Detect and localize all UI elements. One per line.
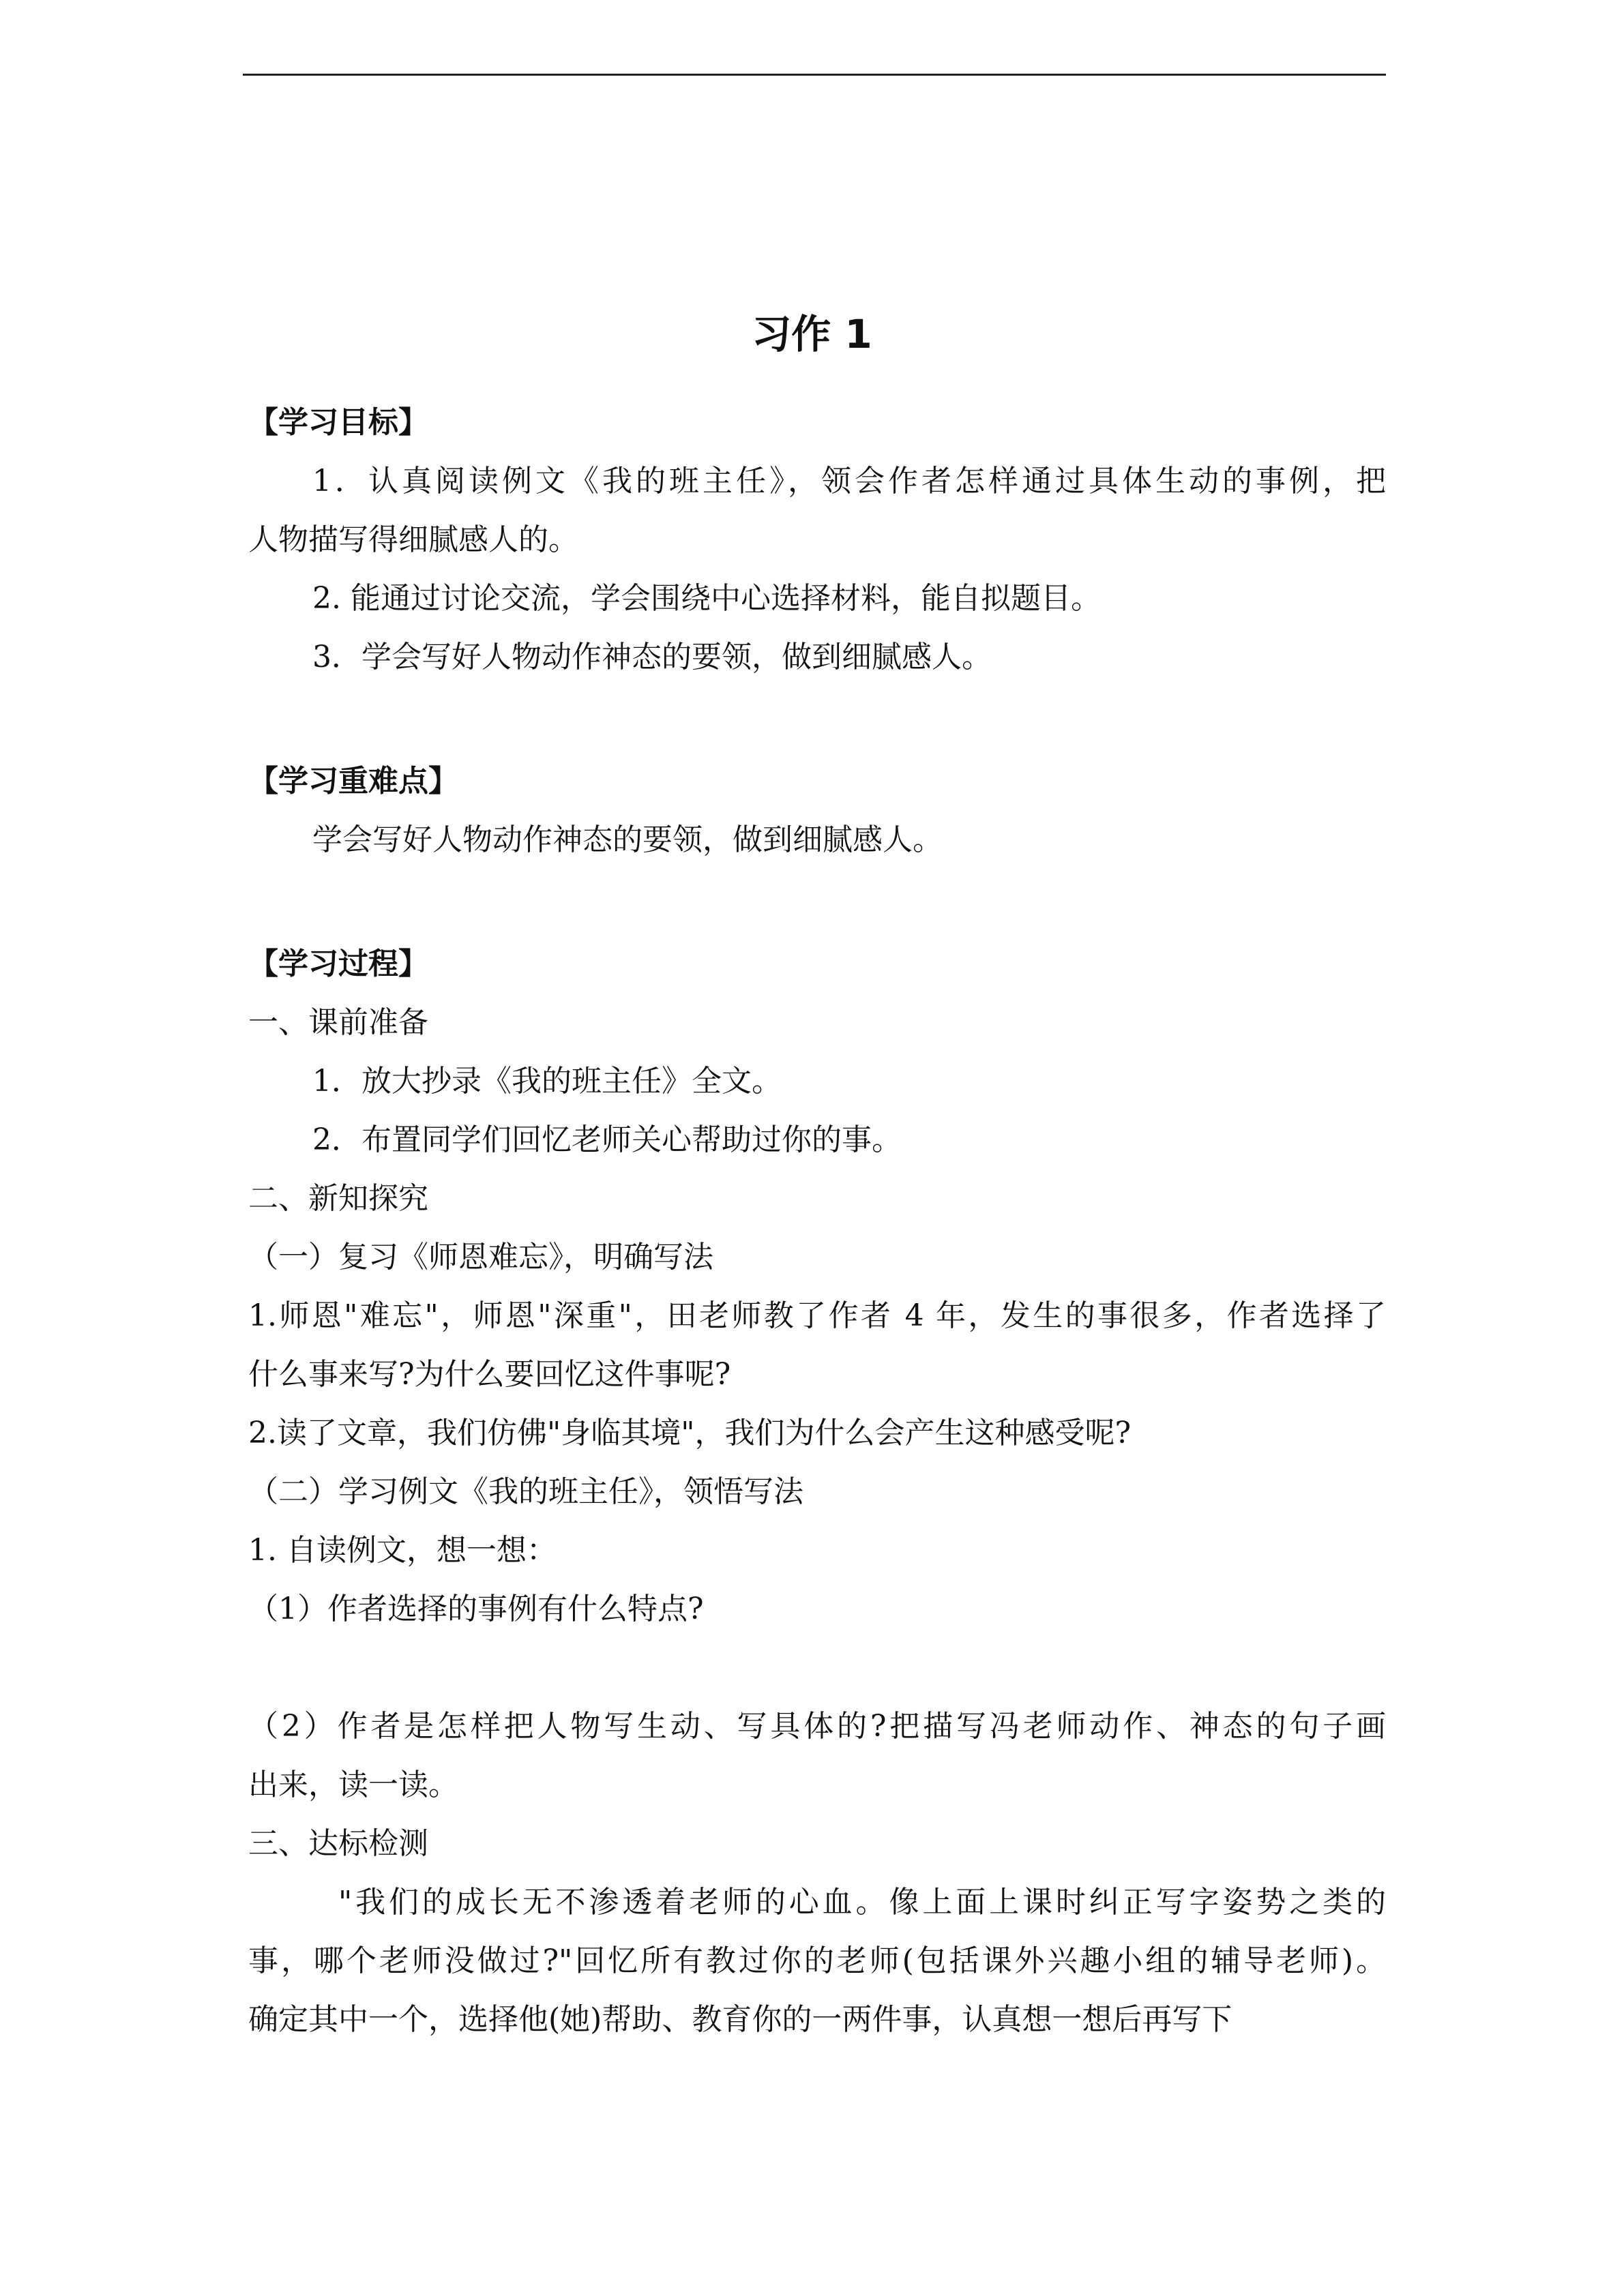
reading-question-1: （1）作者选择的事例有什么特点? [248, 1592, 704, 1626]
key-points-heading: 【学习重难点】 [248, 764, 458, 799]
key-points-text: 学会写好人物动作神态的要领，做到细腻感人。 [312, 822, 943, 857]
part-2-title: 二、新知探究 [248, 1181, 428, 1216]
reading-task: 1. 自读例文，想一想： [248, 1533, 557, 1568]
reading-question-2-line-2: 出来，读一读。 [248, 1768, 458, 1802]
question-2: 2.读了文章，我们仿佛"身临其境"，我们为什么会产生这种感受呢? [248, 1416, 1132, 1450]
part-1-item-2: 2．布置同学们回忆老师关心帮助过你的事。 [312, 1122, 902, 1157]
question-1-line-2: 什么事来写?为什么要回忆这件事呢? [248, 1357, 731, 1392]
goal-2: 2. 能通过讨论交流，学会围绕中心选择材料，能自拟题目。 [312, 581, 1101, 616]
header-rule [243, 74, 1386, 76]
subsection-1-title: （一）复习《师恩难忘》，明确写法 [248, 1240, 713, 1274]
reading-question-2-line-1: （2）作者是怎样把人物写生动、写具体的?把描写冯老师动作、神态的句子画 [248, 1709, 1386, 1744]
goal-1-line-2: 人物描写得细腻感人的。 [248, 522, 578, 557]
assessment-line-1: "我们的成长无不渗透着老师的心血。像上面上课时纠正写字姿势之类的 [338, 1885, 1386, 1920]
part-1-title: 一、课前准备 [248, 1005, 428, 1040]
assessment-line-2: 事，哪个老师没做过?"回忆所有教过你的老师(包括课外兴趣小组的辅导老师)。 [248, 1943, 1386, 1978]
goal-1-line-1: 1．认真阅读例文《我的班主任》，领会作者怎样通过具体生动的事例，把 [312, 464, 1386, 498]
part-3-title: 三、达标检测 [248, 1826, 428, 1861]
goal-3: 3．学会写好人物动作神态的要领，做到细腻感人。 [312, 640, 992, 674]
process-heading: 【学习过程】 [248, 946, 428, 981]
assessment-line-3: 确定其中一个，选择他(她)帮助、教育你的一两件事，认真想一想后再写下 [248, 2002, 1232, 2037]
question-1-line-1: 1.师恩"难忘"，师恩"深重"，田老师教了作者 4 年，发生的事很多，作者选择了 [248, 1298, 1386, 1333]
part-1-item-1: 1．放大抄录《我的班主任》全文。 [312, 1064, 782, 1099]
subsection-2-title: （二）学习例文《我的班主任》，领悟写法 [248, 1474, 803, 1509]
document-title: 习作 1 [752, 311, 872, 357]
goals-heading: 【学习目标】 [248, 405, 428, 440]
